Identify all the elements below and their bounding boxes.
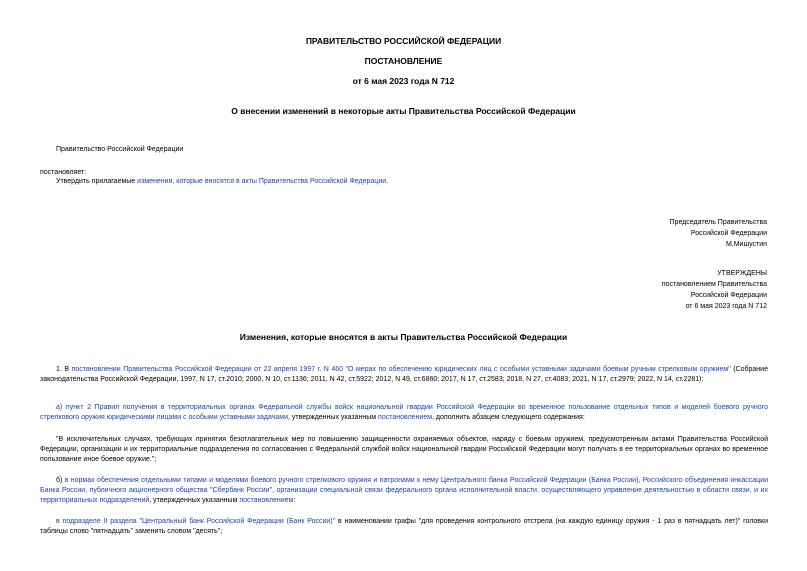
item-1-paragraph <box>40 365 768 385</box>
item-b-paragraph <box>40 476 768 506</box>
item-1-pre: 1. В <box>56 366 72 373</box>
item-b-norms-link[interactable]: в нормах обеспечения отдельными типами и моделями боевого ручного стрелкового оружия и патронами к нему Центрального банка Российской Федерации (Банка России), Российского объединения инкассации Банка России, публичного акционерного общества "Сбербанк России", организации специальной связи федерального органа исполнительной власти, осуществляющего управление деятельностью в области связи, и их территориальных подразделений <box>40 477 768 504</box>
signature-line-3: М.Мишустин <box>725 241 767 248</box>
approved-line-3: Российской Федерации <box>690 292 767 299</box>
item-b-decree-link[interactable]: постановлением <box>239 497 294 504</box>
item-b1-post: в наименовании графы "для проведения контрольного отстрела (на каждую единицу оружия - 1 раз в пятнадцать лет)" головки таблицы слово "пятнадцать" заменить словом "десять"; <box>40 518 768 535</box>
approve-changes-link[interactable]: изменения, которые вносятся в акты Правительства Российской Федерации <box>137 178 387 185</box>
approve-text-pre: Утвердить прилагаемые <box>56 178 138 185</box>
decree-460-link[interactable]: постановлении Правительства Российской Федерации от 22 апреля 1997 г. N 460 "О мерах по обеспечению юридических лиц с особыми уставными задачами боевым ручным стрелковым оружием" <box>71 366 731 373</box>
approved-line-2: постановлением Правительства <box>661 281 767 288</box>
item-a-paragraph <box>40 403 768 423</box>
approved-block <box>662 268 767 312</box>
signature-block <box>670 217 767 250</box>
item-a-mid: , утвержденных указанным <box>288 414 379 421</box>
item-b1-section-link[interactable]: в подразделе II раздела "Центральный банк Российской Федерации (Банк России)" <box>56 518 336 525</box>
preamble-government: Правительство Российской Федерации <box>56 146 184 153</box>
item-b-mid: , утвержденных указанным <box>149 497 240 504</box>
preamble-decides: постановляет: <box>40 169 87 176</box>
approved-line-4: от 6 мая 2023 года N 712 <box>685 303 767 310</box>
item-a-post: , дополнить абзацем следующего содержания: <box>432 414 585 421</box>
item-b-pre: б) <box>56 477 65 484</box>
document-date: от 6 мая 2023 года N 712 <box>352 76 455 86</box>
signature-line-1: Председатель Правительства <box>669 219 767 226</box>
quote-paragraph: "В исключительных случаях, требующих принятия безотлагательных мер по повышению защищенности охраняемых объектов, наряду с боевым оружием, предусмотренным актами Правительства Российской Федерации, организации и их территориальные подразделения по согласованию с Федеральной службой войск национальной гвардии Российской Федерации могут получать в ее территориальных органах во временное пользование иное боевое оружие."; <box>40 436 768 463</box>
item-b1-paragraph <box>40 517 768 537</box>
document-title: О внесении изменений в некоторые акты Правительства Российской Федерации <box>231 106 576 116</box>
changes-title: Изменения, которые вносятся в акты Правительства Российской Федерации <box>239 332 568 342</box>
government-heading: ПРАВИТЕЛЬСТВО РОССИЙСКОЙ ФЕДЕРАЦИИ <box>305 36 502 46</box>
item-a-rules-link[interactable]: а) пункт 2 Правил получения в территориальных органах Федеральной службы войск национальной гвардии Российской Федерации во временное пользование отдельных типов и моделей боевого ручного стрелкового оружия юридическими лицами с особыми уставными задачами <box>40 404 768 421</box>
signature-line-2: Российской Федерации <box>690 230 767 237</box>
approve-text-post: . <box>386 178 389 185</box>
item-1-post: (Собрание законодательства Российской Федерации, 1997, N 17, ст.2010; 2000, N 10, ст.1136; 2011, N 42, ст.5922; 2012, N 49, ст.6860; 2017, N 17, ст.2583; 2018, N 27, ст.4083; 2021, N 17, ст.2979; 2022, N 14, ст.2281): <box>40 366 768 383</box>
document-type: ПОСТАНОВЛЕНИЕ <box>364 56 443 66</box>
item-b-post: : <box>293 497 296 504</box>
item-a-decree-link[interactable]: постановлением <box>378 414 433 421</box>
preamble-approve <box>56 177 388 187</box>
approved-line-1: УТВЕРЖДЕНЫ <box>717 270 767 277</box>
